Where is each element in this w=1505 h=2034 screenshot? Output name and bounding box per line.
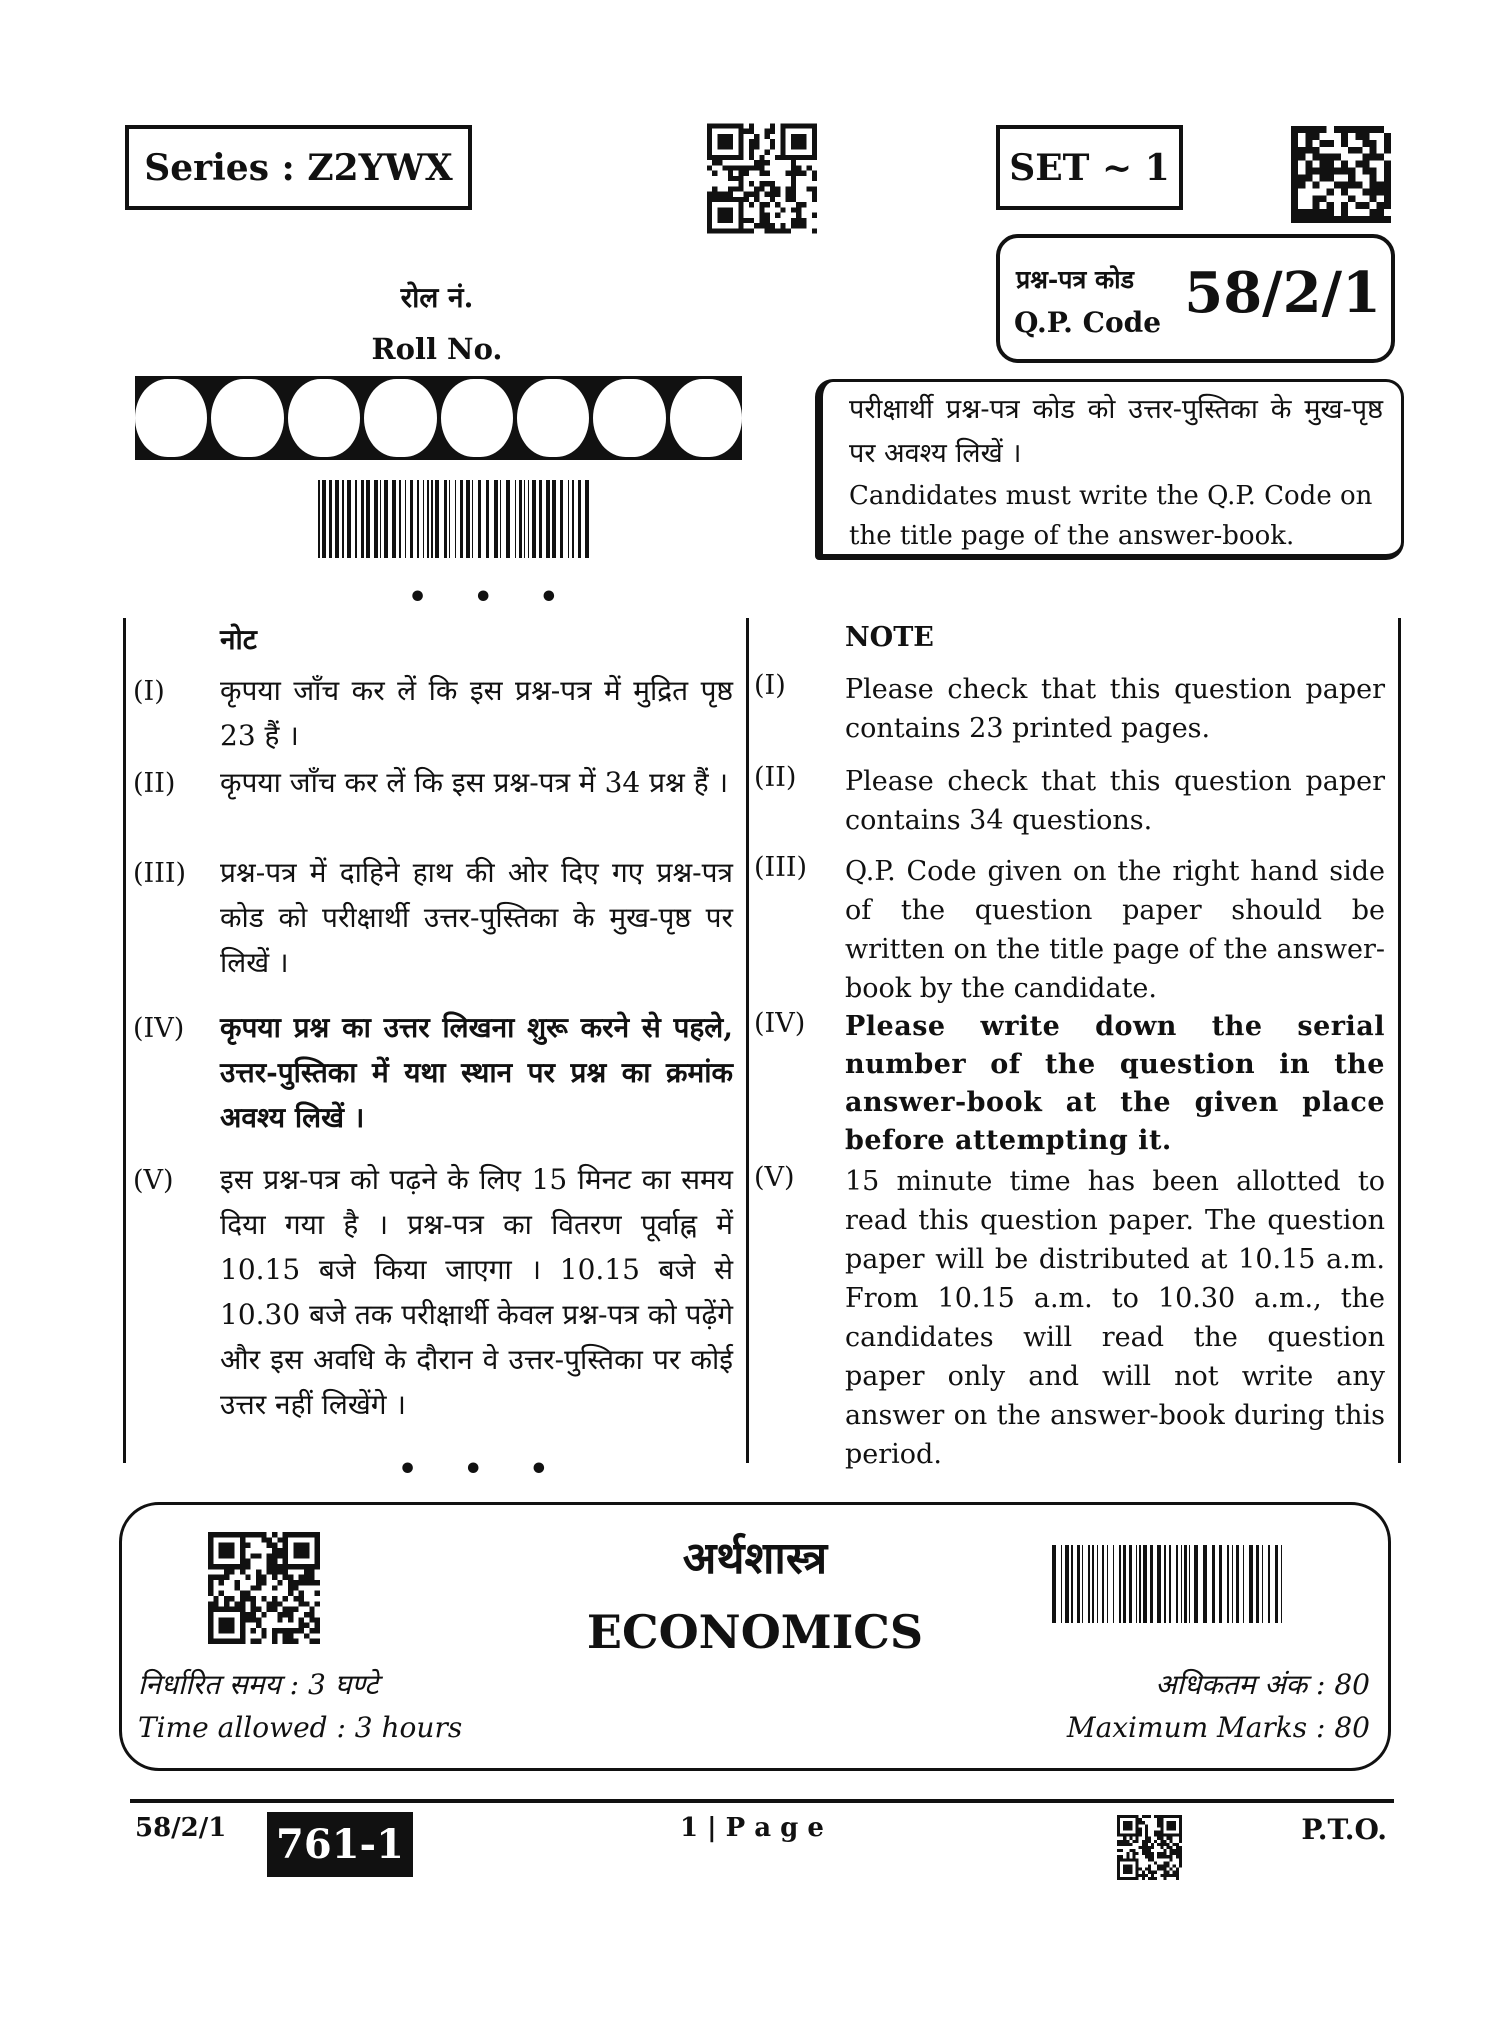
barcode-bar: [1281, 1545, 1282, 1623]
barcode-bar: [1071, 1545, 1073, 1623]
note-heading-en: NOTE: [845, 622, 934, 653]
barcode-bar: [1164, 1545, 1166, 1623]
roll-digit-box[interactable]: [593, 379, 665, 457]
barcode-bar: [1097, 1545, 1098, 1623]
barcode-bar: [374, 480, 378, 558]
barcode-bar: [1227, 1545, 1229, 1623]
barcode-bar: [347, 480, 351, 558]
barcode-bar: [478, 480, 481, 558]
barcode-bar: [1092, 1545, 1094, 1623]
series-box: [125, 125, 472, 210]
barcode-bar: [539, 480, 542, 558]
note-text-hi: कृपया जाँच कर लें कि इस प्रश्न-पत्र में मुद्रित पृष्ठ 23 हैं ।: [220, 674, 733, 752]
barcode-bar: [466, 480, 470, 558]
barcode-bar: [1184, 1545, 1187, 1623]
barcode-bar: [1077, 1545, 1080, 1623]
datamatrix-code: [1291, 126, 1391, 223]
barcode-bar: [1262, 1545, 1263, 1623]
qp-code-value: 58/2/1: [1184, 260, 1381, 326]
barcode-bar: [1176, 1545, 1178, 1623]
note-text-hi: इस प्रश्न-पत्र को पढ़ने के लिए 15 मिनट का समय दिया गया है । प्रश्न-पत्र का वितरण पूर्वाह्न में 10.15 बजे किया जाएगा । 10.15 बजे से 10.30 बजे तक परीक्षार्थी केवल प्रश्न-पत्र को पढ़ेंगे और इस अवधि के दौरान वे उत्तर-पुस्तिका पर कोई उत्तर नहीं लिखेंगे ।: [220, 1163, 733, 1421]
barcode-bar: [1129, 1545, 1132, 1623]
max-marks-en: Maximum Marks : 80: [1066, 1711, 1370, 1744]
barcode-bar: [1143, 1545, 1147, 1623]
barcode-bar: [355, 480, 357, 558]
barcode-bar: [1157, 1545, 1161, 1623]
barcode-bar: [435, 480, 439, 558]
note-text-en: Q.P. Code given on the right hand side of the question paper should be written on the title page of the answer-book by the candidate.: [845, 856, 1385, 1004]
barcode-bar: [560, 480, 563, 558]
barcode-bar: [1123, 1545, 1126, 1623]
barcode-bar: [335, 480, 339, 558]
barcode-bar: [417, 480, 419, 558]
pto-label: P.T.O.: [1301, 1813, 1387, 1846]
roll-digit-box[interactable]: [211, 379, 283, 457]
note-text-en: 15 minute time has been allotted to read this question paper. The question paper will be distributed at 10.15 a.m. From 10.15 a.m. to 10.30 a.m., the candidates will read the question paper only and will not write any answer on the answer-book during this period.: [845, 1166, 1385, 1470]
barcode-bar: [380, 480, 381, 558]
barcode-bar: [423, 480, 424, 558]
series-label: Series : Z2YWX: [144, 146, 453, 189]
note-text-en: Please check that this question paper contains 34 questions.: [845, 766, 1385, 836]
note-number-en: (III): [754, 852, 808, 883]
note-text-en: Please check that this question paper contains 23 printed pages.: [845, 674, 1385, 744]
barcode-bar: [1219, 1545, 1222, 1623]
note-number-hi: (IV): [133, 1013, 185, 1044]
barcode-bar: [392, 480, 396, 558]
barcode-bar: [444, 480, 447, 558]
barcode-bar: [506, 480, 510, 558]
max-marks-hi: अधिकतम अंक : 80: [1155, 1668, 1370, 1701]
barcode-bar: [1249, 1545, 1253, 1623]
note-heading-hi: नोट: [220, 623, 257, 656]
barcode-bar: [342, 480, 344, 558]
subject-title-hi: अर्थशास्त्र: [682, 1533, 828, 1584]
roll-digit-box[interactable]: [288, 379, 360, 457]
note-text-hi: कृपया प्रश्न का उत्तर लिखना शुरू करने से पहले, उत्तर-पुस्तिका में यथा स्थान पर प्रश्न का क्रमांक अवश्य लिखें ।: [220, 1011, 733, 1134]
barcode-bar: [494, 480, 498, 558]
barcode-bar: [1203, 1545, 1207, 1623]
roll-label-hi: रोल नं.: [400, 281, 474, 314]
barcode-bar: [524, 480, 525, 558]
barcode-bar: [486, 480, 489, 558]
barcode-bar: [329, 480, 332, 558]
barcode-bar: [1082, 1545, 1083, 1623]
barcode-bar: [361, 480, 364, 558]
roll-digit-box[interactable]: [670, 379, 742, 457]
note-text-hi: कृपया जाँच कर लें कि इस प्रश्न-पत्र में 34 प्रश्न हैं ।: [220, 766, 729, 799]
barcode-bar: [472, 480, 473, 558]
barcode-bar: [1136, 1545, 1137, 1623]
note-number-en: (I): [754, 670, 786, 701]
barcode-bar: [515, 480, 516, 558]
roll-digit-box[interactable]: [441, 379, 513, 457]
barcode-bar: [1113, 1545, 1114, 1623]
barcode-bar: [1150, 1545, 1153, 1623]
barcode-bar: [1119, 1545, 1121, 1623]
barcode-bar: [568, 480, 569, 558]
time-allowed-hi: निर्धारित समय : 3 घण्टे: [138, 1668, 379, 1701]
barcode-bar: [1061, 1545, 1062, 1623]
barcode-bar: [1169, 1545, 1171, 1623]
barcode-bar: [399, 480, 401, 558]
barcode-bar: [318, 480, 320, 558]
instruction-box: [815, 379, 1404, 560]
note-number-en: (IV): [754, 1008, 806, 1039]
barcode-subject: [1052, 1545, 1292, 1623]
barcode-bar: [528, 480, 529, 558]
footer-code: 58/2/1: [135, 1813, 227, 1843]
barcode-bar: [1065, 1545, 1069, 1623]
time-allowed-en: Time allowed : 3 hours: [138, 1711, 463, 1744]
barcode-bar: [532, 480, 536, 558]
barcode-bar: [1194, 1545, 1198, 1623]
barcode-bar: [500, 480, 501, 558]
barcode-bar: [1268, 1545, 1270, 1623]
barcode-bar: [1243, 1545, 1244, 1623]
barcode-bar: [1236, 1545, 1239, 1623]
barcode-bar: [546, 480, 550, 558]
note-number-hi: (III): [133, 858, 187, 889]
barcode-bar: [1107, 1545, 1108, 1623]
barcode-bar: [1052, 1545, 1056, 1623]
qr-code-top: [707, 123, 817, 234]
subject-title-en: ECONOMICS: [586, 1605, 924, 1659]
roll-number-boxes[interactable]: [135, 376, 742, 460]
divider-center: [746, 618, 749, 1463]
qr-code-footer: [1117, 1815, 1182, 1880]
barcode-bar: [585, 480, 589, 558]
barcode-bar: [1212, 1545, 1215, 1623]
instruction-hi: परीक्षार्थी प्रश्न-पत्र कोड को उत्तर-पुस्तिका के मुख-पृष्ठ पर अवश्य लिखें ।: [849, 394, 1383, 469]
note-text-hi: प्रश्न-पत्र में दाहिने हाथ की ओर दिए गए प्रश्न-पत्र कोड को परीक्षार्थी उत्तर-पुस्तिका के मुख-पृष्ठ पर लिखें ।: [220, 856, 733, 979]
roll-digit-box[interactable]: [517, 379, 589, 457]
barcode-top: [318, 480, 594, 558]
barcode-bar: [455, 480, 456, 558]
footer-badge: 761-1: [267, 1812, 413, 1877]
roll-label-en: Roll No.: [371, 332, 503, 366]
qp-code-box: [996, 234, 1395, 363]
barcode-bar: [1181, 1545, 1182, 1623]
barcode-bar: [1232, 1545, 1233, 1623]
note-number-hi: (V): [133, 1165, 174, 1196]
note-number-en: (II): [754, 762, 797, 793]
barcode-bar: [1088, 1545, 1090, 1623]
divider-right: [1398, 618, 1401, 1463]
barcode-bar: [460, 480, 463, 558]
footer-rule: [130, 1799, 1394, 1803]
divider-left: [123, 618, 126, 1463]
note-text-en: Please write down the serial number of the question in the answer-book at the given place before attempting it.: [845, 1011, 1385, 1156]
note-number-en: (V): [754, 1162, 795, 1193]
instruction-en: Candidates must write the Q.P. Code on the title page of the answer-book.: [849, 481, 1373, 551]
set-box: [996, 125, 1183, 210]
subject-box: [119, 1502, 1391, 1771]
barcode-bar: [1189, 1545, 1190, 1623]
barcode-bar: [405, 480, 406, 558]
barcode-bar: [1139, 1545, 1141, 1623]
barcode-bar: [322, 480, 326, 558]
dots-bottom: • • •: [398, 1452, 567, 1487]
qp-code-label-hi: प्रश्न-पत्र कोड: [1016, 265, 1135, 294]
barcode-bar: [552, 480, 556, 558]
set-label: SET ~ 1: [1009, 146, 1170, 189]
page-number: 1 | P a g e: [680, 1813, 824, 1843]
note-number-hi: (II): [133, 768, 176, 799]
roll-digit-box[interactable]: [135, 379, 207, 457]
note-number-hi: (I): [133, 676, 165, 707]
barcode-bar: [449, 480, 450, 558]
barcode-bar: [578, 480, 581, 558]
roll-digit-box[interactable]: [364, 379, 436, 457]
barcode-bar: [427, 480, 429, 558]
barcode-bar: [431, 480, 433, 558]
dots-top: • • •: [408, 580, 577, 615]
barcode-bar: [1275, 1545, 1278, 1623]
barcode-bar: [519, 480, 522, 558]
barcode-bar: [1256, 1545, 1259, 1623]
barcode-bar: [384, 480, 388, 558]
barcode-bar: [410, 480, 413, 558]
barcode-bar: [1102, 1545, 1104, 1623]
barcode-bar: [572, 480, 574, 558]
barcode-bar: [366, 480, 370, 558]
qp-code-label-en: Q.P. Code: [1014, 306, 1162, 339]
